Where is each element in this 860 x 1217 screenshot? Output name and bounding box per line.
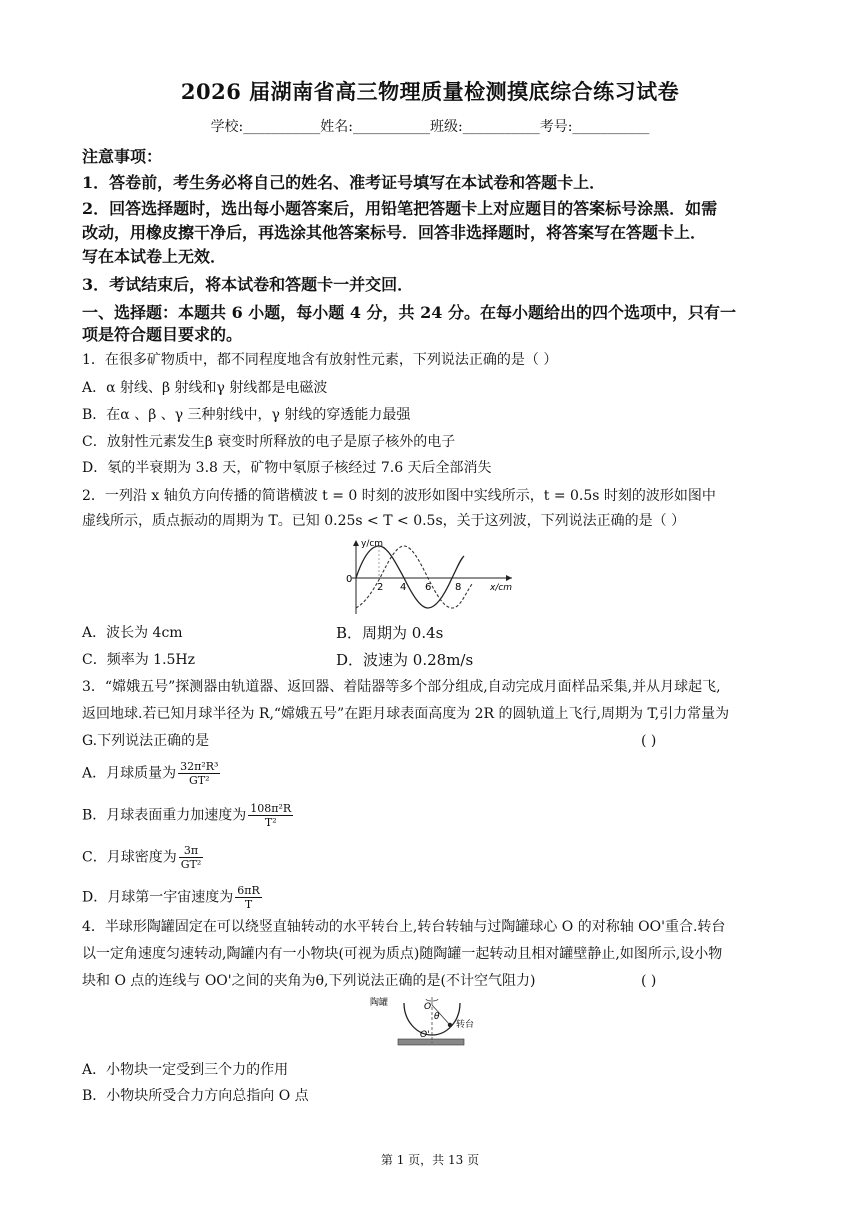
q4-stem-line-2: 以一定角速度匀速转动,陶罐内有一小物块(可视为质点)随陶罐一起转动且相对罐壁静止,如图所示,设小物 — [82, 946, 723, 962]
q4-option-b: B．小物块所受合力方向总指向 O 点 — [82, 1088, 309, 1104]
notes-heading: 注意事项： — [82, 147, 163, 166]
student-info-line: 学校:___________姓名:___________班级:___________考号:___________ — [210, 119, 650, 135]
q3-answer-paren: ( ) — [641, 733, 657, 749]
notes-item-2-line-2: 改动，用橡皮擦干净后，再选涂其他答案标号．回答非选择题时，将答案写在答题卡上． — [82, 223, 707, 242]
exam-title: 2026 届湖南省高三物理质量检测摸底综合练习试卷 — [180, 79, 680, 104]
section1-heading-line-1: 一、选择题：本题共 6 小题，每小题 4 分，共 24 分。在每小题给出的四个选项中，只有一 — [82, 303, 736, 322]
q1-stem: 1．在很多矿物质中，都不同程度地含有放射性元素，下列说法正确的是（ ） — [82, 352, 558, 368]
wave-graph — [332, 536, 522, 616]
fig-label-theta: θ — [434, 1012, 440, 1022]
q3-option-c: C．月球密度为 $\frac{3\pi}{\text{GT²}}$ — [82, 844, 202, 871]
q4-option-a: A．小物块一定受到三个力的作用 — [82, 1062, 289, 1078]
fig-label-o-prime: O' — [420, 1030, 430, 1040]
fig-label-jar: 陶罐 — [370, 998, 389, 1008]
wave-solid-curve — [356, 546, 464, 608]
fig-label-o: O — [424, 1002, 432, 1012]
wave-graph-origin: 0 — [346, 574, 353, 585]
notes-item-2-line-3: 写在本试卷上无效． — [82, 247, 227, 266]
notes-item-2-line-1: 2．回答选择题时，选出每小题答案后，用铅笔把答题卡上对应题目的答案标号涂黑．如需 — [82, 199, 718, 218]
q1-option-b: B．在α 、β 、γ 三种射线中，γ 射线的穿透能力最强 — [82, 407, 411, 423]
q3-option-d-fraction: $\frac{6\pi R}{T}$ — [237, 884, 260, 911]
section1-heading-line-2: 项是符合题目要求的。 — [82, 325, 243, 344]
wave-graph-tick-6: 6 — [425, 582, 432, 593]
q2-stem-line-2: 虚线所示，质点振动的周期为 T。已知 0.25s < T < 0.5s，关于这列波，下列说法正确的是（ ） — [82, 513, 686, 529]
q2-option-c: C．频率为 1.5Hz — [82, 652, 196, 668]
q4-answer-paren: ( ) — [641, 973, 657, 989]
fig-label-table: 转台 — [456, 1020, 475, 1030]
q2-stem-line-1: 2．一列沿 x 轴负方向传播的简谐横波 t = 0 时刻的波形如图中实线所示，t = 0.5s 时刻的波形如图中 — [82, 488, 716, 504]
wave-graph-xlabel: x/cm — [490, 583, 513, 593]
wave-graph-tick-2: 2 — [377, 582, 384, 593]
wave-dashed-curve — [356, 546, 472, 608]
notes-item-1: 1．答卷前，考生务必将自己的姓名、准考证号填写在本试卷和答题卡上． — [82, 173, 606, 192]
q2-option-d: D．波速为 0.28m/s — [336, 651, 474, 669]
q1-option-d: D．氡的半衰期为 3.8 天，矿物中氡原子核经过 7.6 天后全部消失 — [82, 460, 492, 476]
q3-option-b-fraction: $\frac{\text{108π²R}}{\text{T²}}$ — [250, 802, 292, 829]
q2-option-b: B．周期为 0.4s — [336, 624, 444, 642]
q3-option-a-fraction: $\frac{\text{32π²R³}}{\text{GT²}}$ — [180, 760, 219, 787]
q4-stem-line-1: 4．半球形陶罐固定在可以绕竖直轴转动的水平转台上,转台转轴与过陶罐球心 O 的对称轴 OO'重合.转台 — [82, 919, 726, 935]
wave-graph-tick-8: 8 — [455, 582, 462, 593]
wave-graph-tick-4: 4 — [400, 582, 407, 593]
jar-turntable-figure — [368, 993, 478, 1049]
q3-stem-line-3: G.下列说法正确的是 — [82, 733, 210, 749]
q1-option-a: A．α 射线、β 射线和γ 射线都是电磁波 — [82, 380, 328, 396]
page-footer: 第 1 页，共 13 页 — [380, 1153, 480, 1167]
q4-stem-line-3: 块和 O 点的连线与 OO'之间的夹角为θ,下列说法正确的是(不计空气阻力) — [82, 973, 536, 989]
q3-option-d: D．月球第一宇宙速度为 $\frac{6\pi R}{T}$ — [82, 884, 260, 911]
q3-stem-line-1: 3．“嫦娥五号”探测器由轨道器、返回器、着陆器等多个部分组成,自动完成月面样品采集,并从月球起飞, — [82, 679, 721, 695]
q3-option-a: A．月球质量为 $\frac{\text{32π²R³}}{\text{GT²}}$ — [82, 760, 219, 787]
wave-graph-ylabel: y/cm — [361, 539, 384, 549]
q3-option-c-fraction: $\frac{3\pi}{\text{GT²}}$ — [180, 844, 202, 871]
q3-option-b: B．月球表面重力加速度为 $\frac{\text{108π²R}}{\text{T²}}$ — [82, 802, 292, 829]
q1-option-c: C．放射性元素发生β 衰变时所释放的电子是原子核外的电子 — [82, 434, 456, 450]
notes-item-3: 3．考试结束后，将本试卷和答题卡一并交回． — [82, 275, 414, 294]
q3-stem-line-2: 返回地球.若已知月球半径为 R,“嫦娥五号”在距月球表面高度为 2R 的圆轨道上飞行,周期为 T,引力常量为 — [82, 706, 730, 722]
q2-option-a: A．波长为 4cm — [82, 625, 183, 641]
